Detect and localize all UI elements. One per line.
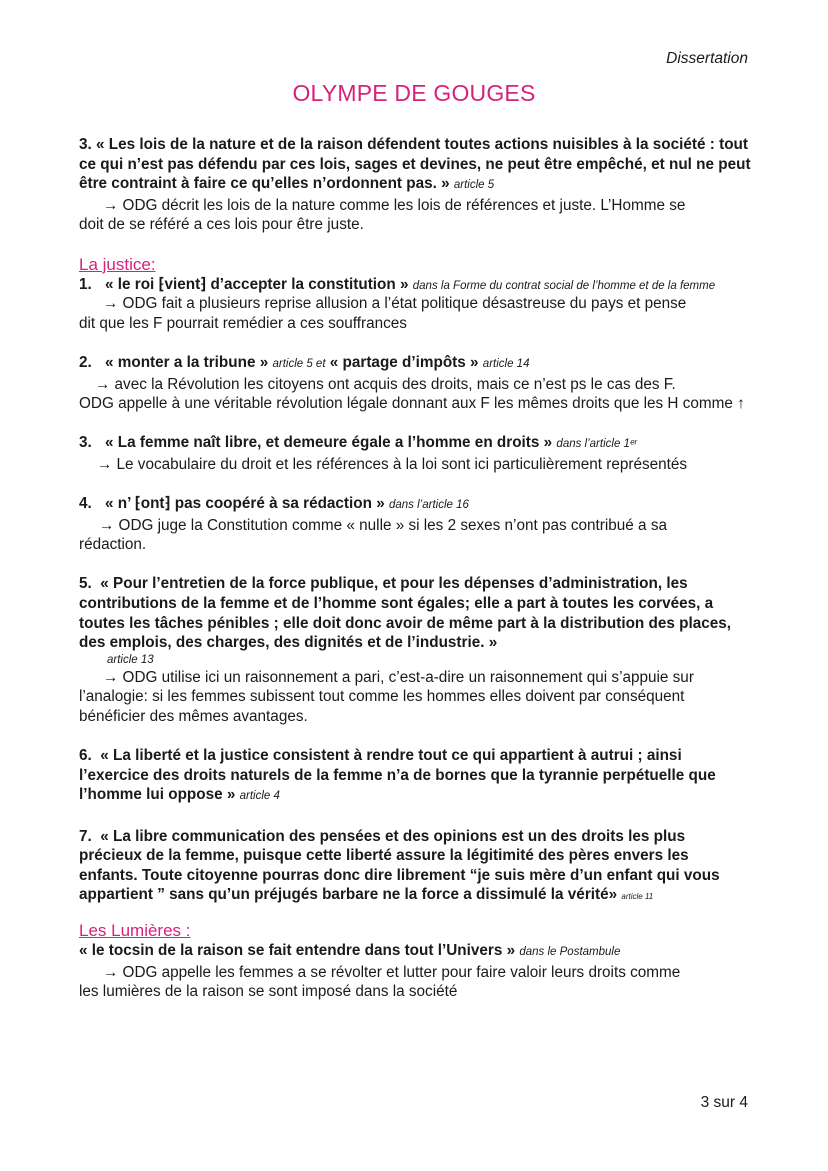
citation: article 4 xyxy=(239,790,280,803)
quote-text xyxy=(79,494,751,516)
quote-bold: « monter a la tribune » xyxy=(105,353,269,371)
commentary-line: → Le vocabulaire du droit et les références à la loi sont ici particulièrement représentés xyxy=(97,455,688,473)
section-heading-justice: La justice: xyxy=(79,254,156,274)
quote-bold: « La libre communication des pensées et des opinions est un des droits les plus précieux de la femme, puisque cette liberté assure la légitimité des pères envers les enfants. Toute citoyenne pourras donc dire librement “je suis mère d’un enfant qui vous appartient ” sans qu’un préjugés barbare ne la force a dissimulé la vérité» xyxy=(79,827,720,904)
commentary-line: → ODG juge la Constitution comme « nulle » si les 2 sexes n’ont pas contribué a sa xyxy=(99,516,667,534)
citation: article 5 xyxy=(453,179,495,192)
item-number: 2. xyxy=(79,353,92,371)
commentary-line: → avec la Révolution les citoyens ont acquis des droits, mais ce n’est ps le cas des F. xyxy=(95,375,676,393)
commentary xyxy=(79,455,751,475)
quote-item xyxy=(79,135,751,235)
quote-text xyxy=(79,275,751,295)
commentary-line: → ODG appelle les femmes a se révolter et lutter pour faire valoir leurs droits comme xyxy=(103,963,681,981)
quote-text xyxy=(79,746,751,807)
commentary-line: → ODG fait a plusieurs reprise allusion a l’état politique désastreuse du pays et pense xyxy=(103,295,687,313)
item-number: 4. xyxy=(79,495,92,513)
quote-item xyxy=(79,574,751,726)
quote-text xyxy=(79,827,751,907)
quote-bold: « Pour l’entretien de la force publique, et pour les dépenses d’administration, les contributions de la femme et de l’homme sont égales; elle a part à toutes les corvées, a toutes les tâches pénibles ; elle doit donc avoir de même part à la distribution des places, des emplois, des charges, des dignités et de l’industrie. » xyxy=(79,575,732,652)
citation: dans le Postambule xyxy=(519,945,621,958)
page-number: 3 sur 4 xyxy=(700,1094,748,1111)
section-heading-lumieres: Les Lumières : xyxy=(79,920,191,940)
commentary xyxy=(79,668,751,727)
quote-item xyxy=(79,275,751,334)
quote-bold: « n’ ⁅ont⁆ pas coopéré à sa rédaction » xyxy=(105,495,385,513)
quote-bold: « le tocsin de la raison se fait entendre dans tout l’Univers » xyxy=(79,941,516,959)
citation: article 14 xyxy=(482,357,530,370)
quote-text xyxy=(79,574,751,667)
item-number: 1. xyxy=(79,275,92,293)
commentary xyxy=(79,294,751,333)
commentary-rest: doit de se référé a ces lois pour être juste. xyxy=(79,216,364,234)
quote-text xyxy=(79,135,751,196)
quote-bold: « La liberté et la justice consistent à rendre tout ce qui appartient à autrui ; ainsi l’exercice des droits naturels de la femme n’a de bornes que la tyrannie perpétuelle que l’homme lui oppose » xyxy=(79,747,716,804)
commentary xyxy=(79,375,751,414)
quote-text xyxy=(79,353,751,375)
commentary xyxy=(79,963,751,1002)
quote-bold: 3. « Les lois de la nature et de la raison défendent toutes actions nuisibles à la société : tout ce qui n’est pas défendu par ces lois, sages et devines, ne peut être empêché, et nul ne peut être contraint à faire ce qu’elles n’ordonnent pas. » xyxy=(79,136,751,193)
quote-item xyxy=(79,494,751,555)
citation: dans l’article 1ᵉʳ xyxy=(556,438,637,451)
citation: article 5 et xyxy=(272,357,326,370)
item-number: 7. xyxy=(79,827,92,845)
commentary xyxy=(79,196,751,235)
commentary-rest: dit que les F pourrait remédier a ces souffrances xyxy=(79,314,407,332)
citation: article 11 xyxy=(621,892,654,902)
quote-item xyxy=(79,746,751,807)
citation: dans l’article 16 xyxy=(388,499,469,512)
quote-bold: « le roi ⁅vient⁆ d’accepter la constitution » xyxy=(105,275,409,293)
item-number: 5. xyxy=(79,575,92,593)
commentary-rest: rédaction. xyxy=(79,536,147,554)
commentary-rest: l’analogie: si les femmes subissent tout comme les hommes elles doivent par conséquent bénéficier des mêmes avantages. xyxy=(79,688,685,726)
citation: dans la Forme du contrat social de l’homme et de la femme xyxy=(412,279,716,292)
item-number: 3. xyxy=(79,434,92,452)
document-body xyxy=(79,135,751,1021)
page-title: OLYMPE DE GOUGES xyxy=(292,80,536,106)
commentary xyxy=(79,516,751,555)
commentary-rest: les lumières de la raison se sont imposé dans la société xyxy=(79,983,458,1001)
commentary-line: → ODG utilise ici un raisonnement a pari, c’est-a-dire un raisonnement qui s’appuie sur xyxy=(103,668,694,686)
commentary-line: → ODG décrit les lois de la nature comme les lois de références et juste. L’Homme se xyxy=(103,196,686,214)
quote-item xyxy=(79,353,751,414)
item-number: 6. xyxy=(79,747,92,765)
document-type-label: Dissertation xyxy=(666,50,748,67)
quote-text xyxy=(79,941,751,963)
quote-bold: « partage d’impôts » xyxy=(329,353,479,371)
quote-item xyxy=(79,827,751,907)
quote-item xyxy=(79,941,751,1002)
quote-item xyxy=(79,433,751,474)
quote-bold: « La femme naît libre, et demeure égale a l’homme en droits » xyxy=(105,434,553,452)
commentary-rest: ODG appelle à une véritable révolution légale donnant aux F les mêmes droits que les H comme ↑ xyxy=(79,395,745,413)
quote-text xyxy=(79,433,751,455)
citation: article 13 xyxy=(107,653,154,666)
